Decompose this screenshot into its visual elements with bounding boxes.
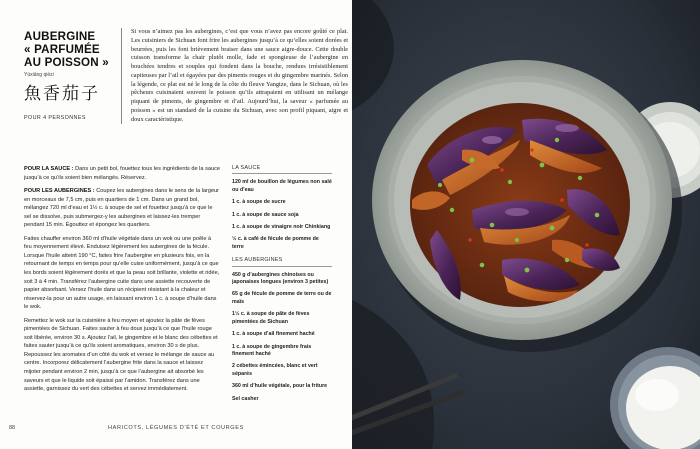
title-block [24, 30, 120, 121]
ingredient-item: 65 g de fécule de pomme de terre ou de maïs [232, 291, 332, 305]
method-step [24, 317, 220, 394]
servings: POUR 4 PERSONNES [24, 115, 86, 121]
ingredient-item: 2 cébettes émincées, blanc et vert séparés [232, 363, 318, 377]
method-step-text: Dans un petit bol, fouettez tous les ingrédients de la sauce jusqu’à ce qu’ils soient bien mélangés. Réservez. [24, 166, 220, 181]
ingredient-item: 360 ml d’huile végétale, pour la friture [232, 383, 328, 390]
ingredients-column [232, 165, 332, 403]
method-step-text: Coupez les aubergines dans le sens de la largeur en morceaux de 7,5 cm, puis en quartiers de 1 cm. Dans un grand bol, mélangez 720 ml d’eau et 1½ c. à soupe de sel et fouettez jusqu’à ce que le sel se dissolve, puis submergez-y les aubergines et laissez-les tremper pendant 15 min. Égouttez et épongez les quartiers. [24, 188, 220, 229]
page-number: 88 [9, 425, 16, 431]
ingredient-item: 1 c. à soupe de vinaigre noir Chinkiang [232, 224, 331, 231]
sauce-ingredient-list [232, 179, 332, 251]
aubergine-ingredient-list [232, 272, 332, 391]
ingredient-item: 1 c. à soupe d’ail finement haché [232, 331, 315, 338]
dish-photo-illustration [352, 0, 700, 449]
recipe-chinese-title: 魚香茄子 [24, 84, 100, 104]
ingredient-item: 1 c. à soupe de gingembre frais finement haché [232, 343, 312, 357]
method-step-lead: POUR LES AUBERGINES : [24, 188, 95, 195]
method-step [24, 235, 220, 312]
ingredient-item: 1 c. à soupe de sucre [232, 199, 286, 206]
method-step-lead: POUR LA SAUCE : [24, 166, 74, 172]
intro-text: Si vous n’aimez pas les aubergines, c’est que vous n’avez pas encore goûté ce plat. Les cuisiniers de Sichuan font frire les aubergines jusqu’à ce qu’elles soient dorées et beurrées, puis les font brièvement braiser dans une sauce aigre-douce. Cette double cuisson transforme la chair plutôt molle, fade et spongieuse de l’aubergine en bouchées tendres et souples qui fondent dans la bouche, rendues irrésistiblement capiteuses par l’ail et égayées par des piments rouges et du gingembre marinés. Selon la légende, ce plat est né le long de la côte du fleuve Yangtze, dans le Sichuan, où les pêcheurs cuisinaient souvent le poisson qu’ils attrapaient en utilisant un mélange piquant de piments, de gingembre et d’ail. Aujourd’hui, la saveur « parfumée au poisson » est un standard de la cuisine du Sichuan, avec son profil piquant, aigre et doux caractéristique. [121, 28, 348, 124]
ingredient-item: 120 ml de bouillon de légumes non salé ou d’eau [232, 179, 332, 193]
chapter-footer: HARICOTS, LÉGUMES D’ÉTÉ ET COURGES [108, 425, 244, 431]
ingredient-item: 1½ c. à soupe de pâte de fèves pimentées de Sichuan [232, 311, 310, 325]
sauce-heading: LA SAUCE [232, 165, 332, 174]
ingredient-item: 1 c. à soupe de sauce soja [232, 211, 299, 218]
method-text [24, 165, 220, 399]
aubergine-section [232, 257, 332, 403]
method-step [24, 187, 220, 230]
dish-photo [352, 0, 700, 449]
method-step-text: Remettez le wok sur la cuisinière à feu moyen et ajoutez la pâte de fèves pimentées de Sichuan. Faites sauter à feu doux jusqu’à ce que l’huile rouge soit libérée, environ 30 s. Ajoutez l’ail, le gingembre et le blanc des cébettes et faites sauter jusqu’à ce qu’ils soient aromatiques, environ 30 s de plus. Repoussez les aromates d’un côté du wok et versez le mélange de sauce au centre. Incorporez délicatement l’aubergine frite dans la sauce et laissez mijoter pendant environ 2 min, jusqu’à ce que l’aubergine ait absorbé les saveurs et que le liquide soit épaissi par l’amidon. Transférez dans une assiette, garnissez du vert des cébettes et servez immédiatement. [24, 317, 218, 393]
aubergine-heading: LES AUBERGINES [232, 257, 332, 266]
ingredient-item: ½ c. à café de fécule de pomme de terre [232, 236, 319, 250]
method-step [24, 165, 220, 182]
ingredient-item-salt: Sel casher [232, 395, 259, 402]
recipe-title: AUBERGINE « PARFUMÉE AU POISSON » [24, 30, 109, 69]
ingredient-item: 450 g d’aubergines chinoises ou japonaises longues (environ 3 petites) [232, 271, 329, 286]
method-step-text: Faites chauffer environ 360 ml d’huile végétale dans un wok ou une poêle à feu moyennement élevé. Enduisez légèrement les aubergines de la fécule. Lorsque l’huile atteint 190 °C, faites frire l’aubergine en plusieurs fois, en la retournant de temps en temps pour qu’elle cuise uniformément, jusqu’à ce que les bords soient légèrement dorés et que la peau soit brillante, violette et ridée, soit 3 à 4 min. Transférez l’aubergine cuite dans une assiette recouverte de papier absorbant. Versez l’huile dans un récipient résistant à la chaleur et réservez-la pour un autre usage, en laissant environ 1 c. à soupe d’huile dans le wok. [24, 235, 220, 311]
recipe-romanization: Yúxiāng qiézi [24, 72, 54, 78]
